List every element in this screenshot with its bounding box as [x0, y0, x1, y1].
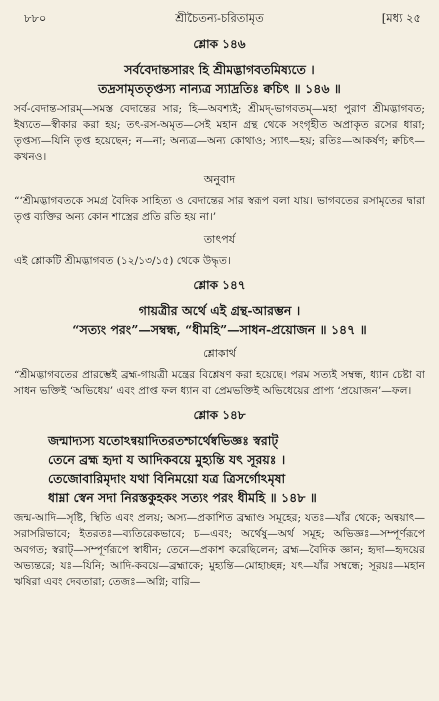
sloka-147-meaning-label: শ্লোকার্থ: [203, 347, 236, 360]
sloka-148-heading: শ্লোক ১৪৮: [193, 408, 246, 422]
sloka-147-meaning: “শ্রীমদ্ভাগবতের প্রারম্ভেই ব্রহ্ম-গায়ত্রী মন্ত্রের বিশ্লেষণ করা হয়েছে। পরম সত্যই সম্বন্ধ, ধ্যান চেষ্টা বা সাধন ভক্তিই ‘অভিধেয়’ এবং প্রাপ্ত ফল ধ্যান বা প্রেমভক্তিই অভিধেয়ের প্রাপ্য ‘প্রয়োজন’—ফল।: [14, 369, 425, 397]
page-number: ৮৮০: [24, 11, 47, 25]
sloka-146-line-2: তদ্রসামৃততৃপ্তস্য নান্যত্র স্যাদ্রতিঃ ক্বচিৎ ॥ ১৪৬ ॥: [98, 81, 341, 96]
sloka-146-translation: “‘শ্রীমদ্ভাগবতকে সমগ্র বৈদিক সাহিত্য ও বেদান্তের সার স্বরূপ বলা যায়। ভাগবতের রসামৃতের দ্বারা তৃপ্ত ব্যক্তির অন্য কোন শাস্ত্রের প্রতি রতি হয় না।’: [14, 195, 425, 223]
sloka-146-line-1: সর্ববেদান্তসারং হি শ্রীমদ্ভাগবতমিষ্যতে ।: [124, 62, 315, 77]
sloka-148-line-4: ধাম্না স্বেন সদা নিরস্তকুহকং সত্যং পরং ধীমহি ॥ ১৪৮ ॥: [48, 490, 317, 505]
sloka-148-line-3: তেজোবারিমৃদাং যথা বিনিময়ো যত্র ত্রিসর্গোঽমৃষা: [48, 471, 286, 486]
sloka-146-purport-label: তাৎপর্য: [203, 233, 236, 246]
book-title: শ্রীচৈতন্য-চরিতামৃত: [175, 11, 264, 25]
section-label: [মধ্য ২৫: [381, 11, 421, 25]
sloka-148-synonyms: জন্ম-আদি—সৃষ্টি, স্থিতি এবং প্রলয়; অস্য—প্রকাশিত ব্রহ্মাণ্ড সমূহের; যতঃ—যাঁর থেকে; অন্বয়াৎ—সরাসরিভাবে; ইতরতঃ—ব্যতিরেকভাবে; চ—এবং; অর্থেষু—অর্থ সমূহ; অভিজ্ঞঃ—সম্পূর্ণরূপে অবগত; স্বরাট্—সম্পূর্ণরূপে স্বাধীন; তেনে—প্রকাশ করেছিলেন; ব্রহ্ম—বৈদিক জ্ঞান; হৃদা—হৃদয়ের অভ্যন্তরে; যঃ—যিনি; আদি-কবয়ে—ব্রহ্মাকে; মুহ্যন্তি—মোহাচ্ছন্ন; যৎ—যাঁর সম্বন্ধে; সূরয়ঃ—মহান ঋষিরা এবং দেবতারা; তেজঃ—অগ্নি; বারি—: [14, 512, 425, 588]
sloka-146-heading: শ্লোক ১৪৬: [193, 37, 246, 51]
sloka-147-line-1: গায়ত্রীর অর্থে এই গ্রন্থ-আরম্ভন ।: [138, 303, 301, 318]
sloka-146-purport: এই শ্লোকটি শ্রীমদ্ভাগবত (১২/১৩/১৫) থেকে উদ্ধৃত।: [14, 255, 231, 267]
sloka-147-line-2: “সত্যং পরং”—সম্বন্ধ, “ধীমহি”—সাধন-প্রয়োজন ॥ ১৪৭ ॥: [72, 322, 367, 337]
sloka-148-line-2: তেনে ব্রহ্ম হৃদা য আদিকবয়ে মুহ্যন্তি যৎ সূরয়ঃ ।: [48, 452, 286, 467]
sloka-146-synonyms: সর্ব-বেদান্ত-সারম্—সমস্ত বেদান্তের সার; হি—অবশ্যই; শ্রীমদ্-ভাগবতম্—মহা পুরাণ শ্রীমদ্ভাগবত; ইষ্যতে—স্বীকার করা হয়; তৎ-রস-অমৃত—সেই মহান গ্রন্থ থেকে সংগৃহীত অপ্রাকৃত রসের ধারা; তৃপ্তস্য—যিনি তৃপ্ত হয়েছেন; ন—না; অন্যত্র—অন্য কোথাও; স্যাৎ—হয়; রতিঃ—আকর্ষণ; ক্বচিৎ—কখনও।: [14, 103, 425, 163]
sloka-146-translation-label: অনুবাদ: [203, 173, 236, 186]
running-header: [14, 6, 425, 28]
sloka-148-line-1: জন্মাদ্যস্য যতোঽন্বয়াদিতরতশ্চার্থেষ্বভিজ্ঞঃ স্বরাট্: [48, 433, 279, 448]
sloka-147-heading: শ্লোক ১৪৭: [193, 278, 246, 292]
